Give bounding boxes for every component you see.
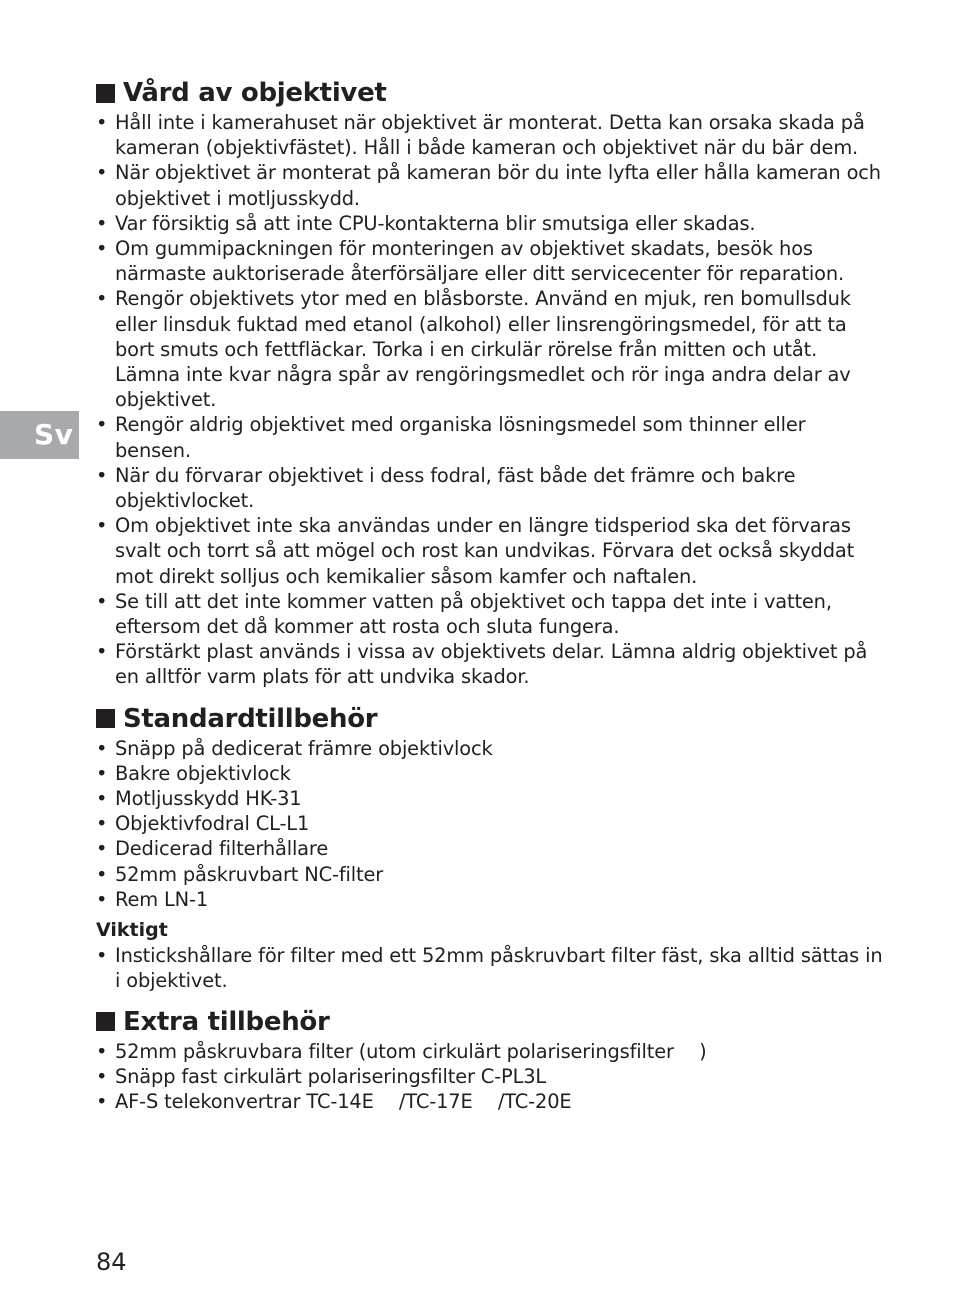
bullet-icon: • bbox=[96, 1064, 108, 1088]
bullet-icon: • bbox=[96, 413, 108, 437]
care-list bbox=[96, 110, 886, 690]
list-item: • Förstärkt plast används i vissa av objektivets delar. Lämna aldrig objektivet på en alltför varm plats för att undvika skador. bbox=[96, 640, 868, 689]
list-item: • Se till att det inte kommer vatten på objektivet och tappa det inte i vatten, eftersom det då kommer att rosta och sluta fungera. bbox=[96, 589, 832, 639]
list-item: • När objektivet är monterat på kameran bör du inte lyfta eller hålla kameran och objektivet i motljusskydd. bbox=[96, 161, 881, 210]
section-title: Standardtillbehör bbox=[123, 703, 378, 734]
list-item: • När du förvarar objektivet i dess fodral, fäst både det främre och bakre objektivlocket. bbox=[96, 463, 796, 513]
bullet-icon: • bbox=[96, 787, 108, 811]
list-item: • 52mm påskruvbara filter (utom cirkulärt polariseringsfilter ) bbox=[96, 1039, 707, 1063]
bullet-icon: • bbox=[96, 111, 108, 134]
list-item: • Dedicerad filterhållare bbox=[96, 837, 329, 861]
list-item: • 52mm påskruvbart NC-filter bbox=[96, 862, 384, 886]
list-item: • Snäpp på dedicerat främre objektivlock bbox=[96, 736, 493, 760]
section-heading-extra bbox=[96, 1005, 886, 1039]
page-content bbox=[96, 76, 886, 1114]
section-heading-care bbox=[96, 76, 886, 110]
list-item: • Objektivfodral CL-L1 bbox=[96, 812, 310, 836]
bullet-icon: • bbox=[96, 761, 108, 785]
list-item: • Håll inte i kamerahuset när objektivet är monterat. Detta kan orsaka skada på kameran (objektivfästet). Håll i både kameran och objektivet när du bär dem. bbox=[96, 111, 865, 160]
bullet-icon: • bbox=[96, 287, 108, 311]
bullet-icon: • bbox=[96, 589, 108, 613]
bullet-icon: • bbox=[96, 1039, 108, 1063]
bullet-icon: • bbox=[96, 812, 108, 836]
bullet-icon: • bbox=[96, 1089, 108, 1113]
list-item: • Bakre objektivlock bbox=[96, 761, 291, 785]
list-item: • Om objektivet inte ska användas under en längre tidsperiod ska det förvaras svalt och torrt så att mögel och rost kan undvikas. Förvara det också skyddat mot direkt solljus och kemikalier såsom kamfer och naftalen. bbox=[96, 514, 855, 588]
bullet-icon: • bbox=[96, 161, 108, 185]
list-item: • Snäpp fast cirkulärt polariseringsfilter C-PL3L bbox=[96, 1064, 547, 1088]
bullet-icon: • bbox=[96, 211, 108, 235]
extra-accessories-list bbox=[96, 1039, 886, 1115]
language-tab: Sv bbox=[0, 411, 79, 459]
square-bullet-icon bbox=[96, 1012, 115, 1031]
section-title: Extra tillbehör bbox=[123, 1006, 330, 1037]
bullet-icon: • bbox=[96, 640, 108, 664]
section-heading-standard bbox=[96, 702, 886, 736]
bullet-icon: • bbox=[96, 887, 108, 911]
important-label: Viktigt bbox=[96, 919, 168, 942]
square-bullet-icon bbox=[96, 84, 115, 103]
important-list bbox=[96, 943, 886, 993]
bullet-icon: • bbox=[96, 514, 108, 538]
bullet-icon: • bbox=[96, 736, 108, 760]
list-item: • Instickshållare för filter med ett 52mm påskruvbart filter fäst, ska alltid sättas in i objektivet. bbox=[96, 944, 883, 993]
bullet-icon: • bbox=[96, 237, 108, 261]
list-item: • Rengör aldrig objektivet med organiska lösningsmedel som thinner eller bensen. bbox=[96, 413, 806, 462]
bullet-icon: • bbox=[96, 862, 108, 886]
list-item: • Rem LN-1 bbox=[96, 887, 209, 911]
list-item: • Var försiktig så att inte CPU-kontakterna blir smutsiga eller skadas. bbox=[96, 211, 756, 235]
page-number: 84 bbox=[96, 1248, 127, 1276]
list-item: • Motljusskydd HK-31 bbox=[96, 787, 302, 811]
section-title: Vård av objektivet bbox=[123, 78, 387, 108]
bullet-icon: • bbox=[96, 944, 108, 968]
bullet-icon: • bbox=[96, 463, 108, 487]
square-bullet-icon bbox=[96, 709, 115, 728]
standard-accessories-list bbox=[96, 736, 886, 912]
list-item: • Rengör objektivets ytor med en blåsborste. Använd en mjuk, ren bomullsduk eller linsduk fuktad med etanol (alkohol) eller linsrengöringsmedel, för att ta bort smuts och fettfläckar. Torka i en cirkulär rörelse från mitten och utåt. Lämna inte kvar några spår av rengöringsmedlet och rör inga andra delar av objektivet. bbox=[96, 287, 851, 412]
list-item: • AF-S telekonvertrar TC-14E /TC-17E /TC-20E bbox=[96, 1089, 572, 1113]
list-item: • Om gummipackningen för monteringen av objektivet skadats, besök hos närmaste auktoriserade återförsäljare eller ditt servicecenter för reparation. bbox=[96, 237, 845, 286]
bullet-icon: • bbox=[96, 837, 108, 861]
